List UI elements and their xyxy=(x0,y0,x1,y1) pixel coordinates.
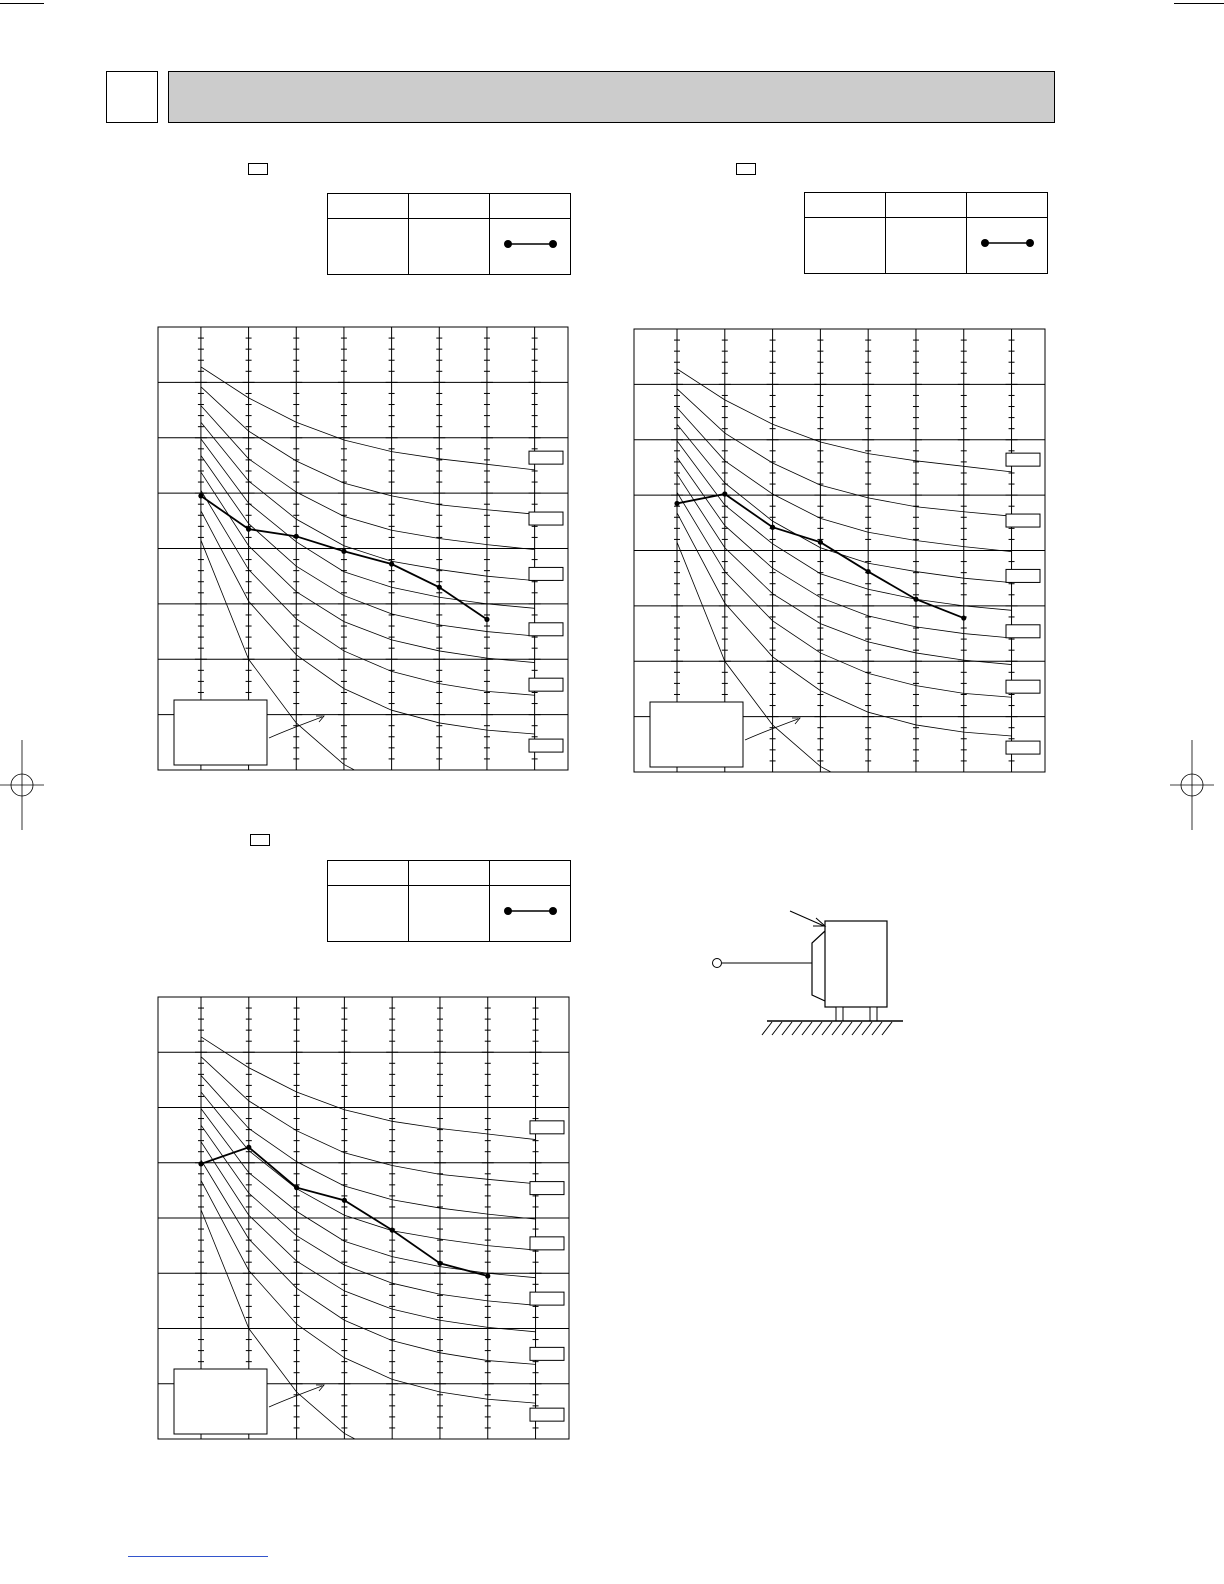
series-point xyxy=(341,549,346,554)
chart-3 xyxy=(158,997,569,1483)
curve-label-box xyxy=(1006,680,1040,693)
ground-hatch xyxy=(792,1022,802,1035)
series-point xyxy=(484,617,489,622)
reference-curve xyxy=(201,406,535,550)
unit-foot xyxy=(870,1007,877,1021)
curve-label-box xyxy=(529,451,563,464)
pointer-arrow xyxy=(790,911,824,926)
reference-curve xyxy=(201,1142,536,1332)
ground-hatch xyxy=(802,1022,812,1035)
reference-curve xyxy=(201,387,535,514)
note-box xyxy=(174,700,267,765)
ground-hatch xyxy=(842,1022,852,1035)
series-point xyxy=(485,1273,490,1278)
curve-label-box xyxy=(529,623,563,636)
series-point xyxy=(913,597,918,602)
curve-label-box xyxy=(530,1347,564,1360)
unit-front-panel xyxy=(812,931,825,1001)
note-box xyxy=(174,1369,267,1434)
curve-label-box xyxy=(1006,514,1040,527)
series-point xyxy=(818,540,823,545)
series-point xyxy=(961,615,966,620)
series-point xyxy=(246,1145,251,1150)
note-box xyxy=(650,702,743,767)
series-point xyxy=(770,525,775,530)
curve-label-box xyxy=(529,567,563,580)
curve-label-box xyxy=(530,1237,564,1250)
ground-hatch xyxy=(862,1022,872,1035)
series-point xyxy=(198,1161,203,1166)
series-point xyxy=(389,561,394,566)
reference-curve xyxy=(677,474,1012,664)
reference-curve xyxy=(201,1057,536,1184)
curve-label-box xyxy=(530,1121,564,1134)
curve-label-box xyxy=(1006,625,1040,638)
curve-label-box xyxy=(529,739,563,752)
curve-label-box xyxy=(1006,741,1040,754)
ground-hatch xyxy=(882,1022,892,1035)
curve-label-box xyxy=(1006,569,1040,582)
curve-label-box xyxy=(530,1408,564,1421)
ground-hatch xyxy=(812,1022,822,1035)
curve-label-box xyxy=(529,678,563,691)
series-point xyxy=(198,493,203,498)
chart-2 xyxy=(634,329,1045,816)
ground-hatch xyxy=(852,1022,862,1035)
ground-hatch xyxy=(822,1022,832,1035)
reference-curve xyxy=(677,408,1012,552)
series-point xyxy=(390,1228,395,1233)
reference-curve xyxy=(201,472,535,662)
ground-hatch xyxy=(762,1022,772,1035)
ground-hatch xyxy=(772,1022,782,1035)
series-point xyxy=(866,569,871,574)
unit-foot xyxy=(836,1007,843,1021)
series-point xyxy=(246,527,251,532)
series-point xyxy=(294,534,299,539)
microphone-icon xyxy=(713,959,722,968)
series-point xyxy=(437,1261,442,1266)
ground-hatch xyxy=(832,1022,842,1035)
series-point xyxy=(342,1198,347,1203)
series-point xyxy=(294,1185,299,1190)
measurement-diagram xyxy=(713,911,904,1035)
series-point xyxy=(674,501,679,506)
ground-hatch xyxy=(872,1022,882,1035)
curve-label-box xyxy=(1006,453,1040,466)
curve-label-box xyxy=(530,1292,564,1305)
series-point xyxy=(722,491,727,496)
note-leader xyxy=(745,719,798,740)
curve-label-box xyxy=(529,512,563,525)
outdoor-unit xyxy=(825,921,887,1007)
series-point xyxy=(437,585,442,590)
chart-1 xyxy=(158,327,568,814)
reference-curve xyxy=(677,389,1012,516)
ground-hatch xyxy=(782,1022,792,1035)
note-leader xyxy=(269,717,322,738)
curve-label-box xyxy=(530,1182,564,1195)
note-leader xyxy=(269,1386,322,1407)
footer-rule xyxy=(128,1556,268,1557)
